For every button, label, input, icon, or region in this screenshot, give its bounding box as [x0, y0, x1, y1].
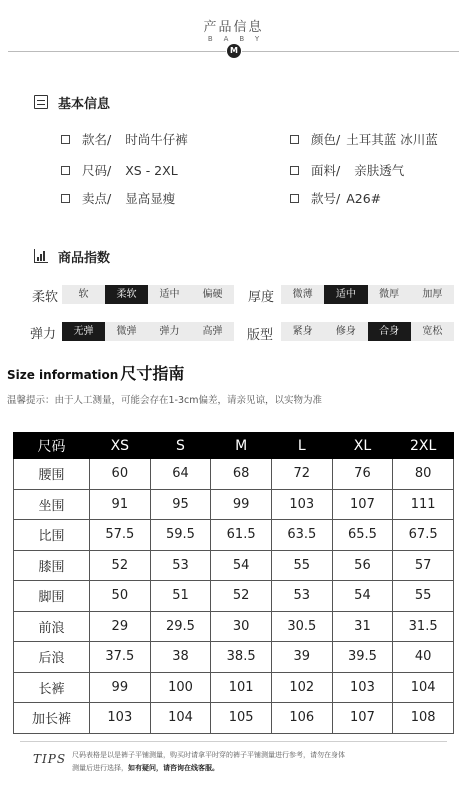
table-row	[14, 703, 454, 734]
header-divider-right	[242, 51, 459, 52]
info-label: 款号/	[311, 191, 341, 206]
info-label: 尺码/	[82, 163, 112, 178]
size-cell: 72	[271, 459, 332, 490]
header-divider-left	[8, 51, 226, 52]
checkbox-square-icon	[61, 166, 70, 175]
size-cell: 52	[211, 581, 272, 612]
size-cell: 111	[393, 489, 454, 520]
size-cell: 57	[393, 550, 454, 581]
size-cell: 80	[393, 459, 454, 490]
size-cell: 29.5	[150, 611, 211, 642]
size-cell: 38	[150, 642, 211, 673]
size-cell: 101	[211, 672, 272, 703]
size-table-header-row	[14, 433, 454, 459]
size-cell: 76	[332, 459, 393, 490]
info-item-size	[61, 161, 178, 179]
size-cell: 68	[211, 459, 272, 490]
info-value: A26#	[346, 190, 382, 206]
size-cell: 104	[150, 703, 211, 734]
size-row-label: 比围	[14, 520, 90, 551]
tips-text-line2-normal: 测量后进行选择，	[72, 764, 128, 772]
size-header-cell: S	[150, 433, 211, 459]
size-cell: 63.5	[271, 520, 332, 551]
index-option: 适中	[159, 289, 180, 300]
size-cell: 107	[332, 489, 393, 520]
table-row	[14, 642, 454, 673]
size-heading-en: Size information	[7, 368, 119, 382]
size-header-cell: 2XL	[393, 433, 454, 459]
info-value: 时尚牛仔裤	[125, 132, 188, 147]
size-cell: 67.5	[393, 520, 454, 551]
table-row	[14, 520, 454, 551]
info-item-style-number	[290, 189, 381, 207]
index-option: 微弹	[116, 326, 137, 337]
table-row	[14, 611, 454, 642]
size-cell: 52	[90, 550, 151, 581]
size-info-heading	[7, 361, 184, 384]
index-label-thickness: 厚度	[248, 290, 275, 305]
size-row-label: 长裤	[14, 672, 90, 703]
size-cell: 107	[332, 703, 393, 734]
table-row	[14, 459, 454, 490]
info-label: 卖点/	[82, 191, 112, 206]
checkbox-square-icon	[61, 135, 70, 144]
info-item-fabric	[290, 161, 404, 179]
product-info-header	[0, 0, 467, 60]
size-cell: 30.5	[271, 611, 332, 642]
size-header-cell: 尺码	[14, 433, 90, 459]
size-cell: 99	[90, 672, 151, 703]
size-row-label: 坐围	[14, 489, 90, 520]
checkbox-square-icon	[290, 166, 299, 175]
size-cell: 106	[271, 703, 332, 734]
size-row-label: 膝围	[14, 550, 90, 581]
table-row	[14, 489, 454, 520]
tips-text-line1: 尺码表格是以是裤子平铺测量，购买时请拿平时穿的裤子平铺测量进行参考，请勿在身体	[72, 751, 345, 759]
index-label-softness: 柔软	[32, 290, 59, 305]
size-row-label: 后浪	[14, 642, 90, 673]
size-cell: 108	[393, 703, 454, 734]
size-cell: 54	[332, 581, 393, 612]
checkbox-square-icon	[61, 194, 70, 203]
size-cell: 64	[150, 459, 211, 490]
index-option-selected: 无弹	[62, 322, 105, 341]
size-cell: 39	[271, 642, 332, 673]
size-row-label: 脚围	[14, 581, 90, 612]
index-options-thickness	[281, 285, 454, 304]
info-value: XS - 2XL	[125, 162, 178, 178]
header-subtitle: BABY	[207, 35, 271, 43]
index-option: 修身	[335, 326, 356, 337]
size-header-cell: M	[211, 433, 272, 459]
size-cell: 51	[150, 581, 211, 612]
size-cell: 65.5	[332, 520, 393, 551]
measurement-note: 温馨提示：由于人工测量，可能会存在1-3cm偏差，请亲见谅，以实物为准	[7, 395, 322, 406]
index-option: 微薄	[292, 289, 313, 300]
info-item-style-name	[61, 130, 188, 148]
size-cell: 95	[150, 489, 211, 520]
index-option: 偏硬	[202, 289, 223, 300]
index-option: 弹力	[159, 326, 180, 337]
info-item-color	[290, 130, 438, 148]
size-cell: 100	[150, 672, 211, 703]
info-value: 显高显瘦	[125, 191, 176, 206]
info-item-selling-point	[61, 189, 175, 207]
size-cell: 55	[393, 581, 454, 612]
tips-label: TIPS	[33, 752, 67, 766]
size-cell: 37.5	[90, 642, 151, 673]
size-cell: 105	[211, 703, 272, 734]
index-option: 宽松	[422, 326, 443, 337]
size-cell: 54	[211, 550, 272, 581]
table-row	[14, 581, 454, 612]
index-option-selected: 合身	[368, 322, 411, 341]
info-label: 面料/	[311, 163, 341, 178]
table-row	[14, 672, 454, 703]
size-header-cell: XS	[90, 433, 151, 459]
size-header-cell: L	[271, 433, 332, 459]
tips-text-line2	[72, 763, 219, 773]
index-option-selected: 适中	[324, 285, 367, 304]
size-cell: 60	[90, 459, 151, 490]
basic-info-heading	[34, 93, 110, 111]
index-label-fit: 版型	[247, 328, 274, 343]
header-badge: M	[227, 44, 241, 58]
info-label: 款名/	[82, 132, 112, 147]
index-options-fit	[281, 322, 454, 341]
index-option: 微厚	[379, 289, 400, 300]
size-cell: 29	[90, 611, 151, 642]
basic-info-title: 基本信息	[58, 96, 111, 112]
header-title: 产品信息	[203, 20, 264, 35]
size-cell: 53	[271, 581, 332, 612]
index-option-selected: 柔软	[105, 285, 148, 304]
size-cell: 40	[393, 642, 454, 673]
tips-divider	[20, 741, 447, 742]
size-row-label: 前浪	[14, 611, 90, 642]
tips-text-line2-bold: 如有疑问，请咨询在线客服。	[128, 764, 219, 772]
size-cell: 56	[332, 550, 393, 581]
size-heading-cn: 尺寸指南	[120, 364, 185, 383]
size-cell: 99	[211, 489, 272, 520]
index-options-elasticity	[62, 322, 234, 341]
product-index-title: 商品指数	[58, 250, 111, 266]
index-option: 加厚	[422, 289, 443, 300]
size-cell: 57.5	[90, 520, 151, 551]
size-cell: 53	[150, 550, 211, 581]
size-cell: 31.5	[393, 611, 454, 642]
checkbox-square-icon	[290, 135, 299, 144]
product-index-heading	[34, 247, 110, 265]
index-option: 高弹	[202, 326, 223, 337]
size-cell: 50	[90, 581, 151, 612]
size-cell: 91	[90, 489, 151, 520]
size-cell: 31	[332, 611, 393, 642]
bar-chart-icon	[34, 249, 48, 263]
size-cell: 39.5	[332, 642, 393, 673]
info-value: 土耳其蓝 冰川蓝	[346, 132, 438, 147]
document-icon	[34, 95, 48, 109]
size-table	[13, 432, 454, 734]
size-row-label: 加长裤	[14, 703, 90, 734]
size-cell: 104	[393, 672, 454, 703]
size-cell: 38.5	[211, 642, 272, 673]
size-cell: 55	[271, 550, 332, 581]
size-row-label: 腰围	[14, 459, 90, 490]
size-cell: 102	[271, 672, 332, 703]
size-cell: 103	[332, 672, 393, 703]
size-cell: 59.5	[150, 520, 211, 551]
checkbox-square-icon	[290, 194, 299, 203]
index-label-elasticity: 弹力	[30, 327, 57, 342]
size-cell: 30	[211, 611, 272, 642]
size-cell: 103	[90, 703, 151, 734]
index-option: 软	[78, 289, 89, 300]
size-header-cell: XL	[332, 433, 393, 459]
info-label: 颜色/	[311, 132, 341, 147]
index-options-softness	[62, 285, 234, 304]
table-row	[14, 550, 454, 581]
info-value: 亲肤透气	[354, 163, 405, 178]
size-cell: 61.5	[211, 520, 272, 551]
index-option: 紧身	[292, 326, 313, 337]
size-cell: 103	[271, 489, 332, 520]
